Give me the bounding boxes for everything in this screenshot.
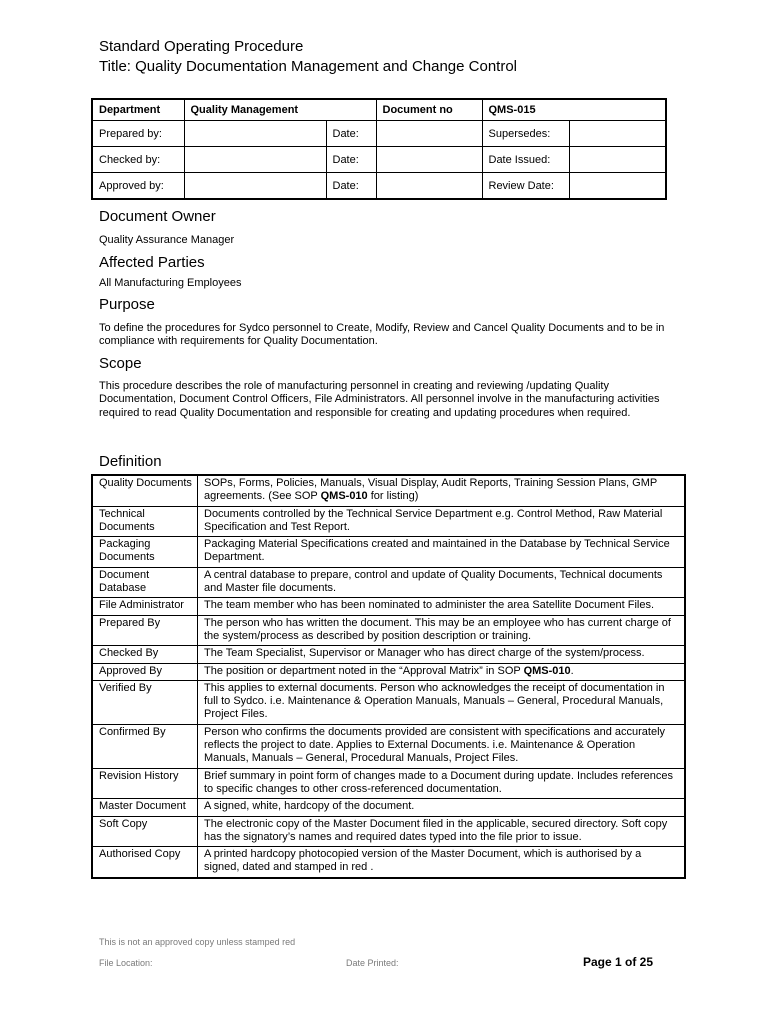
meta-row-approved [92,173,666,200]
definition-text [198,506,686,537]
date-label: Date: [326,147,376,173]
definition-row [92,816,685,847]
prepared-by-label: Prepared by: [92,121,184,147]
definition-term: Confirmed By [92,724,198,768]
department-value: Quality Management [184,99,376,121]
definition-row [92,537,685,568]
definition-text [198,680,686,724]
definition-text [198,567,686,598]
document-no-value: QMS-015 [482,99,666,121]
supersedes-value [569,121,666,147]
definition-text-part: Brief summary in point form of changes made to a Document during update. Includes references to specific changes to other cross-referenced documentation. [204,769,673,795]
definition-text [198,799,686,816]
date-value [376,121,482,147]
document-control-table [91,98,667,200]
definition-text-part: Person who confirms the documents provided are consistent with specifications and accurately reflects the project to date. Applies to External Documents. i.e. Maintenance & Operation Manuals, Manuals – General, Procedural Manuals, Project Files. [204,725,666,765]
meta-row-checked [92,147,666,173]
sop-reference: QMS-010 [523,664,571,677]
approved-by-label: Approved by: [92,173,184,200]
purpose-text: To define the procedures for Sydco personnel to Create, Modify, Review and Cancel Quality Documents and to be in compliance with requirements for Quality Documentation. [99,322,665,348]
definition-text-part: The Team Specialist, Supervisor or Manager who has direct charge of the system/process. [204,647,645,660]
definition-term: Prepared By [92,615,198,646]
checked-by-value [184,147,326,173]
document-owner-heading: Document Owner [99,208,216,225]
prepared-by-value [184,121,326,147]
definition-text-part: A central database to prepare, control and update of Quality Documents, Technical documents and Master file documents. [204,568,663,595]
definition-text-part: A printed hardcopy photocopied version of the Master Document, which is authorised by a signed, dated and stamped in red . [204,848,642,874]
definition-row [92,724,685,768]
definition-text-part: A signed, white, hardcopy of the document. [204,800,415,813]
file-location-label: File Location: [99,958,153,968]
definition-term: Quality Documents [92,475,198,506]
definition-table [91,474,686,879]
document-title [99,58,517,76]
review-date-value [569,173,666,200]
definition-text-part: . [570,664,574,677]
scope-text: This procedure describes the role of manufacturing personnel in creating and reviewing /updating Quality Documentation, Document Control Officers, File Administrators. All personnel involve in the manufacturing activities required to read Quality Documentation and responsible for creating and updating procedures when required. [99,380,660,419]
definition-text [198,816,686,847]
affected-parties-text: All Manufacturing Employees [99,277,242,289]
definition-row [92,598,685,615]
definition-row [92,506,685,537]
review-date-label: Review Date: [482,173,569,200]
definition-text-part: This applies to external documents. Person who acknowledges the receipt of documentation in full to Sydco. i.e. Maintenance & Operation Manuals, Manuals – General, Procedural Manuals, Project Files. [204,681,665,721]
purpose-heading: Purpose [99,296,155,313]
title-text: : Quality Documentation Management and Change Control [126,58,518,75]
definition-text [198,646,686,663]
checked-by-label: Checked by: [92,147,184,173]
definition-term: Document Database [92,567,198,598]
definition-text-part: Documents controlled by the Technical Service Department e.g. Control Method, Raw Material Specification and Test Report. [204,507,663,533]
definition-row [92,615,685,646]
definition-text-part: SOPs, Forms, Policies, Manuals, Visual Display, Audit Reports, Training Session Plans, GMP agreements. (See SOP [204,477,658,503]
definition-term: Packaging Documents [92,537,198,568]
definition-text-part: The team member who has been nominated to administer the area Satellite Document Files. [204,599,655,612]
document-no-label: Document no [376,99,482,121]
department-label: Department [92,99,184,121]
date-issued-label: Date Issued: [482,147,569,173]
sop-reference: QMS-010 [320,490,368,503]
definition-text [198,537,686,568]
definition-text [198,724,686,768]
definition-text-part: Packaging Material Specifications created and maintained in the Database by Technical Service Department. [204,538,670,564]
definition-term: Technical Documents [92,506,198,537]
date-value [376,173,482,200]
supersedes-label: Supersedes: [482,121,569,147]
approval-notice: This is not an approved copy unless stamped red [99,937,296,947]
date-label: Date: [326,173,376,200]
definition-term: Verified By [92,680,198,724]
scope-heading: Scope [99,355,142,372]
definition-text-part: The position or department noted in the “Approval Matrix” in SOP [204,664,524,677]
document-owner-text: Quality Assurance Manager [99,234,235,246]
approved-by-value [184,173,326,200]
definition-text [198,768,686,799]
definition-term: Checked By [92,646,198,663]
definition-row [92,475,685,506]
definition-term: Master Document [92,799,198,816]
definition-row [92,680,685,724]
definition-row [92,768,685,799]
meta-row-prepared [92,121,666,147]
definition-row [92,847,685,878]
date-label: Date: [326,121,376,147]
title-label: Title [99,58,127,75]
definition-heading: Definition [99,453,162,470]
definition-text [198,475,686,506]
definition-row [92,663,685,680]
definition-text [198,847,686,878]
date-printed-label: Date Printed: [346,958,399,968]
definition-term: File Administrator [92,598,198,615]
definition-term: Soft Copy [92,816,198,847]
definition-text-part: The person who has written the document. This may be an employee who has current charge of the system/process as described by position description or training. [204,616,671,642]
definition-text [198,663,686,680]
definition-term: Authorised Copy [92,847,198,878]
definition-text [198,615,686,646]
definition-text [198,598,686,615]
date-value [376,147,482,173]
definition-row [92,646,685,663]
sop-heading: Standard Operating Procedure [99,38,304,55]
definition-row [92,799,685,816]
page-number: Page 1 of 25 [583,955,654,969]
date-issued-value [569,147,666,173]
meta-row-department [92,99,666,121]
affected-parties-heading: Affected Parties [99,254,205,271]
definition-text-part: for listing) [367,490,419,503]
definition-row [92,567,685,598]
definition-term: Revision History [92,768,198,799]
definition-term: Approved By [92,663,198,680]
definition-text-part: The electronic copy of the Master Document filed in the applicable, secured directory. Soft copy has the signatory’s names and required dates typed into the file prior to issue. [204,817,668,843]
